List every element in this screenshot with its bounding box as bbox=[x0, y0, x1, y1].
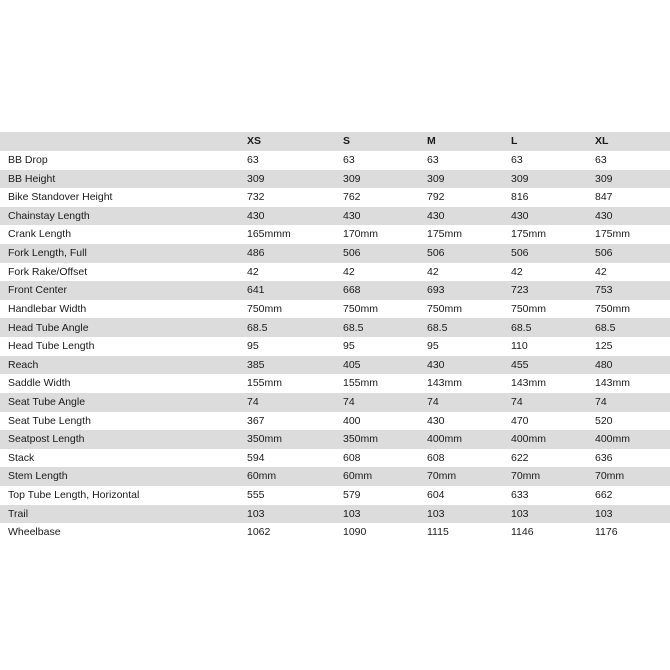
row-label: Saddle Width bbox=[0, 374, 246, 393]
cell-s: 63 bbox=[342, 151, 426, 170]
table-row bbox=[0, 281, 670, 300]
cell-s: 103 bbox=[342, 505, 426, 524]
cell-xs: 165mmm bbox=[246, 225, 342, 244]
table-header-row bbox=[0, 132, 670, 151]
cell-l: 70mm bbox=[510, 467, 594, 486]
cell-l: 816 bbox=[510, 188, 594, 207]
row-label: Wheelbase bbox=[0, 523, 246, 542]
cell-m: 430 bbox=[426, 356, 510, 375]
row-label: Head Tube Angle bbox=[0, 318, 246, 337]
cell-l: 63 bbox=[510, 151, 594, 170]
cell-m: 430 bbox=[426, 412, 510, 431]
row-label: Stack bbox=[0, 449, 246, 468]
row-label: BB Drop bbox=[0, 151, 246, 170]
cell-m: 792 bbox=[426, 188, 510, 207]
cell-m: 693 bbox=[426, 281, 510, 300]
geometry-table bbox=[0, 132, 670, 542]
cell-m: 95 bbox=[426, 337, 510, 356]
row-label: Top Tube Length, Horizontal bbox=[0, 486, 246, 505]
cell-s: 60mm bbox=[342, 467, 426, 486]
cell-xs: 68.5 bbox=[246, 318, 342, 337]
cell-s: 668 bbox=[342, 281, 426, 300]
cell-xl: 42 bbox=[594, 263, 670, 282]
cell-l: 455 bbox=[510, 356, 594, 375]
cell-xs: 103 bbox=[246, 505, 342, 524]
cell-xs: 594 bbox=[246, 449, 342, 468]
table-row bbox=[0, 449, 670, 468]
cell-l: 430 bbox=[510, 207, 594, 226]
cell-xs: 750mm bbox=[246, 300, 342, 319]
cell-xs: 350mm bbox=[246, 430, 342, 449]
table-row bbox=[0, 170, 670, 189]
row-label: BB Height bbox=[0, 170, 246, 189]
cell-m: 63 bbox=[426, 151, 510, 170]
cell-l: 723 bbox=[510, 281, 594, 300]
cell-l: 506 bbox=[510, 244, 594, 263]
table-row bbox=[0, 467, 670, 486]
table-row bbox=[0, 356, 670, 375]
cell-s: 608 bbox=[342, 449, 426, 468]
cell-xl: 103 bbox=[594, 505, 670, 524]
cell-xl: 847 bbox=[594, 188, 670, 207]
row-label: Bike Standover Height bbox=[0, 188, 246, 207]
cell-xs: 732 bbox=[246, 188, 342, 207]
cell-l: 42 bbox=[510, 263, 594, 282]
row-label: Front Center bbox=[0, 281, 246, 300]
cell-m: 175mm bbox=[426, 225, 510, 244]
cell-xl: 400mm bbox=[594, 430, 670, 449]
table-row bbox=[0, 225, 670, 244]
cell-l: 74 bbox=[510, 393, 594, 412]
cell-xs: 641 bbox=[246, 281, 342, 300]
cell-xl: 1176 bbox=[594, 523, 670, 542]
table-row bbox=[0, 374, 670, 393]
cell-m: 506 bbox=[426, 244, 510, 263]
cell-s: 1090 bbox=[342, 523, 426, 542]
cell-xs: 430 bbox=[246, 207, 342, 226]
cell-m: 750mm bbox=[426, 300, 510, 319]
cell-xl: 520 bbox=[594, 412, 670, 431]
row-label: Seat Tube Length bbox=[0, 412, 246, 431]
cell-xl: 480 bbox=[594, 356, 670, 375]
cell-m: 430 bbox=[426, 207, 510, 226]
cell-s: 579 bbox=[342, 486, 426, 505]
cell-m: 42 bbox=[426, 263, 510, 282]
header-cell-xl: XL bbox=[594, 132, 670, 151]
cell-l: 110 bbox=[510, 337, 594, 356]
cell-xs: 95 bbox=[246, 337, 342, 356]
cell-xl: 662 bbox=[594, 486, 670, 505]
cell-l: 622 bbox=[510, 449, 594, 468]
header-cell-label bbox=[0, 132, 246, 151]
row-label: Fork Length, Full bbox=[0, 244, 246, 263]
table-row bbox=[0, 430, 670, 449]
cell-xl: 70mm bbox=[594, 467, 670, 486]
cell-l: 103 bbox=[510, 505, 594, 524]
table-body bbox=[0, 151, 670, 542]
table-row bbox=[0, 300, 670, 319]
row-label: Seat Tube Angle bbox=[0, 393, 246, 412]
cell-xl: 63 bbox=[594, 151, 670, 170]
cell-m: 103 bbox=[426, 505, 510, 524]
table-row bbox=[0, 151, 670, 170]
table-row bbox=[0, 523, 670, 542]
cell-xl: 74 bbox=[594, 393, 670, 412]
cell-l: 68.5 bbox=[510, 318, 594, 337]
row-label: Stem Length bbox=[0, 467, 246, 486]
header-cell-l: L bbox=[510, 132, 594, 151]
table-row bbox=[0, 486, 670, 505]
row-label: Seatpost Length bbox=[0, 430, 246, 449]
row-label: Handlebar Width bbox=[0, 300, 246, 319]
cell-l: 750mm bbox=[510, 300, 594, 319]
table-row bbox=[0, 263, 670, 282]
row-label: Trail bbox=[0, 505, 246, 524]
cell-xs: 555 bbox=[246, 486, 342, 505]
table-row bbox=[0, 318, 670, 337]
cell-xs: 486 bbox=[246, 244, 342, 263]
cell-l: 175mm bbox=[510, 225, 594, 244]
cell-m: 74 bbox=[426, 393, 510, 412]
cell-m: 70mm bbox=[426, 467, 510, 486]
cell-xs: 74 bbox=[246, 393, 342, 412]
cell-m: 1115 bbox=[426, 523, 510, 542]
cell-m: 604 bbox=[426, 486, 510, 505]
cell-xs: 1062 bbox=[246, 523, 342, 542]
cell-xl: 143mm bbox=[594, 374, 670, 393]
row-label: Reach bbox=[0, 356, 246, 375]
cell-xl: 175mm bbox=[594, 225, 670, 244]
row-label: Crank Length bbox=[0, 225, 246, 244]
cell-xl: 636 bbox=[594, 449, 670, 468]
cell-s: 430 bbox=[342, 207, 426, 226]
cell-s: 405 bbox=[342, 356, 426, 375]
cell-xs: 60mm bbox=[246, 467, 342, 486]
cell-s: 506 bbox=[342, 244, 426, 263]
cell-l: 1146 bbox=[510, 523, 594, 542]
cell-m: 608 bbox=[426, 449, 510, 468]
cell-xl: 68.5 bbox=[594, 318, 670, 337]
cell-l: 143mm bbox=[510, 374, 594, 393]
cell-l: 400mm bbox=[510, 430, 594, 449]
header-cell-xs: XS bbox=[246, 132, 342, 151]
table-row bbox=[0, 188, 670, 207]
table-row bbox=[0, 337, 670, 356]
cell-xs: 367 bbox=[246, 412, 342, 431]
table-row bbox=[0, 505, 670, 524]
cell-xl: 753 bbox=[594, 281, 670, 300]
cell-m: 309 bbox=[426, 170, 510, 189]
table-row bbox=[0, 412, 670, 431]
cell-m: 68.5 bbox=[426, 318, 510, 337]
cell-s: 762 bbox=[342, 188, 426, 207]
cell-s: 74 bbox=[342, 393, 426, 412]
cell-xs: 155mm bbox=[246, 374, 342, 393]
cell-s: 309 bbox=[342, 170, 426, 189]
cell-s: 68.5 bbox=[342, 318, 426, 337]
cell-s: 350mm bbox=[342, 430, 426, 449]
cell-xl: 430 bbox=[594, 207, 670, 226]
cell-m: 400mm bbox=[426, 430, 510, 449]
cell-xs: 42 bbox=[246, 263, 342, 282]
cell-xl: 750mm bbox=[594, 300, 670, 319]
table-row bbox=[0, 207, 670, 226]
cell-xl: 125 bbox=[594, 337, 670, 356]
cell-xl: 506 bbox=[594, 244, 670, 263]
header-cell-s: S bbox=[342, 132, 426, 151]
cell-s: 750mm bbox=[342, 300, 426, 319]
row-label: Head Tube Length bbox=[0, 337, 246, 356]
cell-l: 309 bbox=[510, 170, 594, 189]
cell-xs: 385 bbox=[246, 356, 342, 375]
cell-xs: 309 bbox=[246, 170, 342, 189]
cell-m: 143mm bbox=[426, 374, 510, 393]
cell-s: 42 bbox=[342, 263, 426, 282]
header-cell-m: M bbox=[426, 132, 510, 151]
cell-s: 155mm bbox=[342, 374, 426, 393]
cell-l: 633 bbox=[510, 486, 594, 505]
cell-l: 470 bbox=[510, 412, 594, 431]
row-label: Chainstay Length bbox=[0, 207, 246, 226]
cell-s: 400 bbox=[342, 412, 426, 431]
table-row bbox=[0, 393, 670, 412]
row-label: Fork Rake/Offset bbox=[0, 263, 246, 282]
cell-s: 170mm bbox=[342, 225, 426, 244]
cell-xs: 63 bbox=[246, 151, 342, 170]
cell-s: 95 bbox=[342, 337, 426, 356]
table-row bbox=[0, 244, 670, 263]
cell-xl: 309 bbox=[594, 170, 670, 189]
